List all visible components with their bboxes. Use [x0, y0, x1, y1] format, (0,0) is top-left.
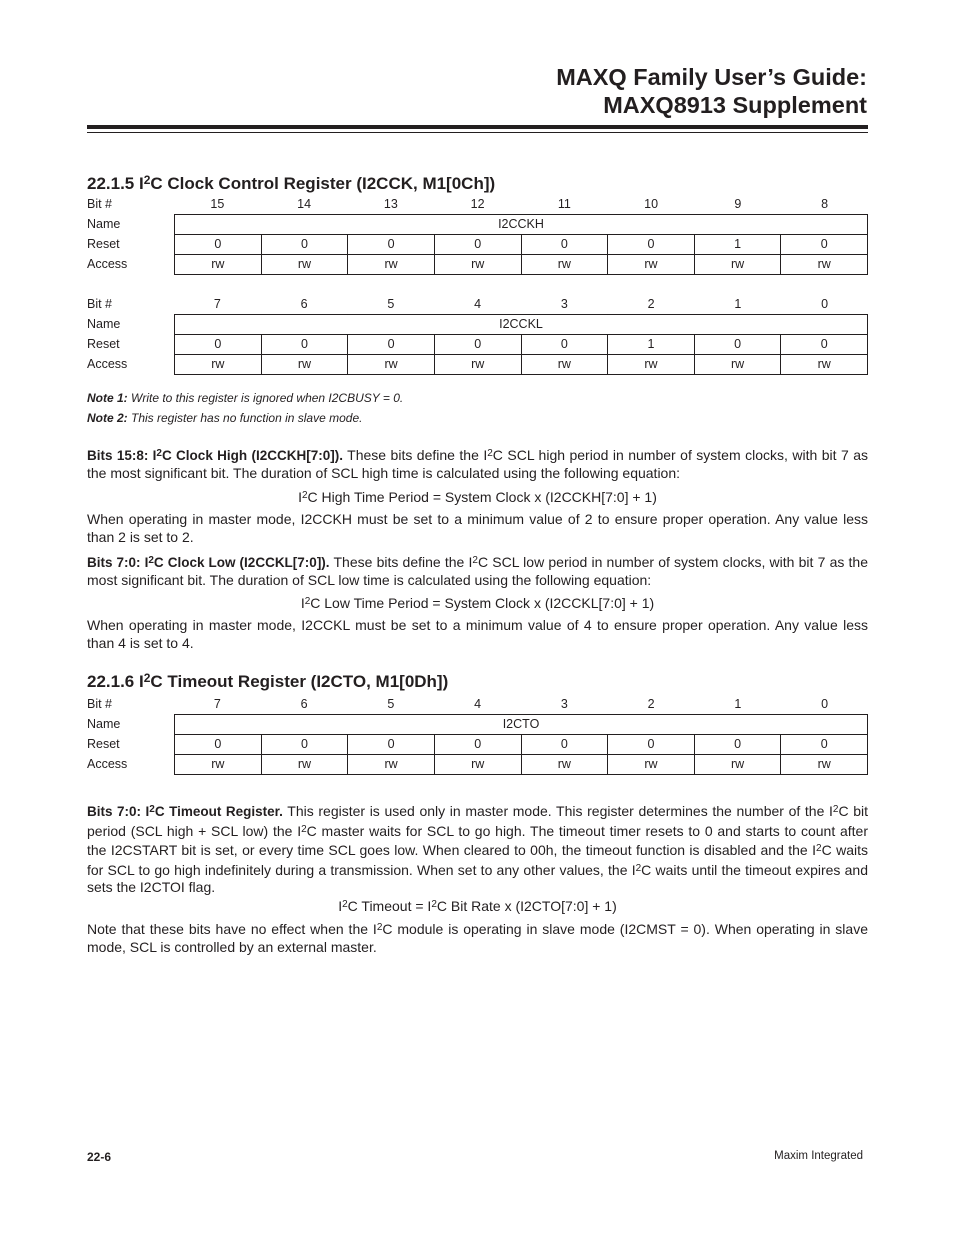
bit-number: 0 [821, 297, 829, 311]
bit-number: 8 [821, 197, 829, 211]
access-value: rw [694, 255, 781, 274]
equation-high-time: $I^2C$ High Time Period = System Clock x (I2CCKH[7:0] + 1) [298, 489, 657, 505]
bit-number: 2 [647, 697, 655, 711]
reset-value: 0 [261, 235, 348, 254]
access-value: rw [521, 255, 608, 274]
reset-value: 0 [347, 335, 434, 354]
paragraph-i2cckh-minimum: When operating in master mode, I2CCKH must be set to a minimum value of 2 to ensure proper operation. Any value less than 2 is set to 2. [87, 511, 868, 545]
paragraph-timeout-register: Bits 7:0: $I^2C$ Timeout Register. This register is used only in master mode. This register determines the number of the $I^2C$ bit period (SCL high + SCL low) the $I^2C$ master waits for SCL to go high. The timeout timer resets to 0 and starts to count after the I2CSTART bit is set, or every time SCL goes low. When cleared to 00h, the timeout function is disabled and the $I^2C$ waits for SCL to go high indefinitely during a transmission. When set to any other values, the $I^2C$ waits until the timeout expires and sets the I2CTOI flag. [87, 803, 869, 895]
access-value: rw [521, 755, 608, 774]
reset-label: Reset [87, 337, 120, 351]
reset-value: 0 [780, 335, 867, 354]
bit-number: 0 [821, 697, 829, 711]
bit-number: 3 [560, 297, 568, 311]
reset-row [87, 234, 868, 254]
reset-row [87, 734, 868, 754]
reset-value: 1 [694, 235, 781, 254]
access-row [87, 354, 868, 374]
bit-number: 7 [213, 697, 221, 711]
equation-low-time: $I^2C$ Low Time Period = System Clock x (I2CCKL[7:0] + 1) [300, 595, 655, 611]
reset-row [87, 334, 868, 354]
paragraph-i2cckl-minimum: When operating in master mode, I2CCKL must be set to a minimum value of 4 to ensure proper operation. Any value less than 4 is set to 4. [87, 617, 868, 651]
access-value: rw [607, 255, 694, 274]
section-heading-i2cto: 22.1.6 $I^2C$ Timeout Register (I2CTO, M1[0Dh]) [87, 671, 449, 691]
access-value: rw [347, 255, 434, 274]
note-1: Note 1: Write to this register is ignored when I2CBUSY = 0. [87, 391, 404, 405]
bit-number: 1 [734, 297, 742, 311]
access-row [87, 254, 868, 274]
paragraph-bits-7-0: Bits 7:0: $I^2C$ Clock Low (I2CCKL[7:0]). These bits define the $I^2C$ SCL low period in number of system clocks, with bit 7 as the most significant bit. The duration of SCL low time is calculated using the following equation: [87, 554, 868, 588]
access-value: rw [434, 755, 521, 774]
reset-value: 0 [694, 735, 781, 754]
note-2: Note 2: This register has no function in slave mode. [87, 411, 363, 425]
reset-value: 0 [780, 235, 867, 254]
access-value: rw [694, 755, 781, 774]
bit-number-row [87, 694, 868, 714]
bit-number: 11 [557, 197, 571, 211]
access-value: rw [780, 355, 867, 374]
bit-number: 14 [297, 197, 312, 211]
bit-number: 1 [734, 697, 742, 711]
bit-number: 3 [560, 697, 568, 711]
access-label: Access [87, 257, 128, 271]
bit-number: 5 [387, 697, 395, 711]
access-value: rw [434, 255, 521, 274]
access-value: rw [780, 755, 867, 774]
access-label: Access [87, 357, 128, 371]
access-value: rw [607, 755, 694, 774]
bit-label: Bit # [87, 697, 113, 711]
access-value: rw [521, 355, 608, 374]
register-name: I2CCKL [499, 317, 543, 331]
name-label: Name [87, 317, 121, 331]
company-name: Maxim Integrated [774, 1150, 863, 1162]
bit-number: 13 [383, 197, 398, 211]
bit-number: 4 [474, 697, 482, 711]
access-label: Access [87, 757, 128, 771]
reset-value: 0 [607, 735, 694, 754]
access-value: rw [434, 355, 521, 374]
reset-value: 0 [521, 335, 608, 354]
reset-value: 0 [521, 235, 608, 254]
reset-value: 0 [694, 335, 781, 354]
register-name: I2CCKH [498, 217, 544, 231]
access-value: rw [211, 357, 225, 371]
reset-value: 0 [347, 235, 434, 254]
bit-number: 12 [470, 197, 485, 211]
name-label: Name [87, 217, 121, 231]
header-rule-thick [87, 125, 868, 129]
reset-value: 0 [261, 335, 348, 354]
bit-number: 10 [644, 197, 659, 211]
access-value: rw [261, 355, 348, 374]
reset-value: 0 [214, 737, 222, 751]
register-table-i2cckh [87, 194, 868, 276]
access-value: rw [261, 255, 348, 274]
reset-value: 0 [214, 237, 222, 251]
name-label: Name [87, 717, 121, 731]
bit-number: 6 [300, 297, 308, 311]
reset-value: 0 [434, 235, 521, 254]
access-value: rw [347, 755, 434, 774]
access-value: rw [694, 355, 781, 374]
section-heading-i2cck: 22.1.5 $I^2C$ Clock Control Register (I2CCK, M1[0Ch]) [87, 173, 496, 193]
document-title [556, 63, 867, 119]
paragraph-slave-mode-note: Note that these bits have no effect when the $I^2C$ module is operating in slave mode (I2CMST = 0). When operating in slave mode, SCL is controlled by an external master. [87, 921, 868, 955]
access-value: rw [347, 355, 434, 374]
reset-value: 0 [214, 337, 222, 351]
name-row [87, 314, 868, 334]
bit-number: 6 [300, 697, 308, 711]
bit-label: Bit # [87, 197, 113, 211]
reset-value: 0 [780, 735, 867, 754]
reset-value: 1 [607, 335, 694, 354]
reset-label: Reset [87, 237, 120, 251]
bit-number: 2 [647, 297, 655, 311]
bit-number: 15 [210, 197, 225, 211]
access-value: rw [780, 255, 867, 274]
bit-number: 5 [387, 297, 395, 311]
name-row [87, 714, 868, 734]
bit-number: 9 [734, 197, 742, 211]
reset-label: Reset [87, 737, 120, 751]
paragraph-bits-15-8: Bits 15:8: $I^2C$ Clock High (I2CCKH[7:0]). These bits define the $I^2C$ SCL high period in number of system clocks, with bit 7 as the most significant bit. The duration of SCL high time is calculated using the following equation: [87, 447, 868, 481]
header-rule-thin [87, 132, 868, 133]
access-row [87, 754, 868, 774]
title-line-1: MAXQ Family User’s Guide: [556, 64, 867, 90]
reset-value: 0 [521, 735, 608, 754]
bit-number-row [87, 194, 868, 214]
bit-number-row [87, 294, 868, 314]
name-row [87, 214, 868, 234]
reset-value: 0 [261, 735, 348, 754]
access-value: rw [211, 757, 225, 771]
reset-value: 0 [607, 235, 694, 254]
access-value: rw [607, 355, 694, 374]
page-number: 22-6 [87, 1150, 112, 1164]
reset-value: 0 [434, 335, 521, 354]
register-name: I2CTO [502, 717, 540, 731]
access-value: rw [261, 755, 348, 774]
bit-number: 7 [213, 297, 221, 311]
title-line-2: MAXQ8913 Supplement [603, 92, 867, 118]
reset-value: 0 [434, 735, 521, 754]
reset-value: 0 [347, 735, 434, 754]
bit-number: 4 [474, 297, 482, 311]
equation-timeout: $I^2C$ Timeout = $I^2C$ Bit Rate x (I2CTO[7:0] + 1) [338, 898, 617, 914]
bit-label: Bit # [87, 297, 113, 311]
register-table-i2cckl [87, 294, 868, 376]
register-table-i2cto [87, 694, 868, 776]
access-value: rw [211, 257, 225, 271]
